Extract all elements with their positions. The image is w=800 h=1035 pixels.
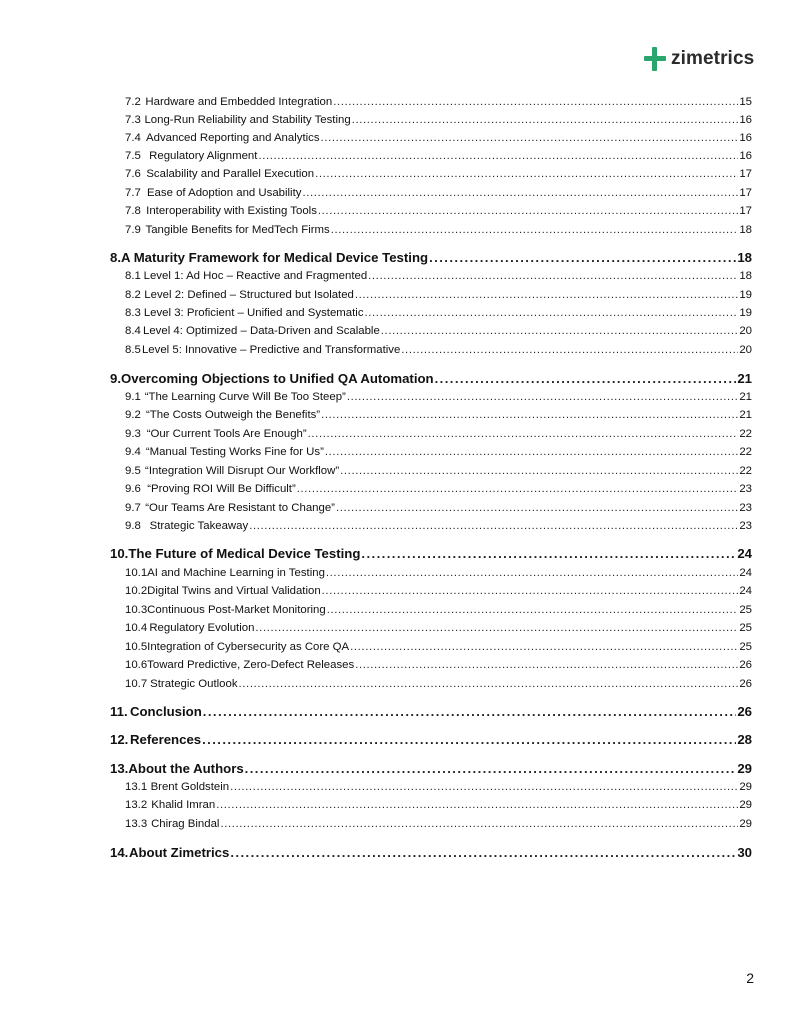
toc-section-title: Overcoming Objections to Unified QA Automation xyxy=(121,371,434,386)
toc-entry-number: 10.2 xyxy=(125,585,148,597)
toc-section-page: 18 xyxy=(737,250,752,265)
toc-entry-number: 10.7 xyxy=(125,678,148,690)
toc-entry-title: Brent Goldstein xyxy=(150,781,230,793)
toc-entry-title: Chirag Bindal xyxy=(151,818,220,830)
zimetrics-logo xyxy=(644,44,754,74)
toc-entry-page: 21 xyxy=(739,391,752,403)
toc-section-number: 8. xyxy=(110,250,121,265)
leader-dots xyxy=(326,567,738,579)
toc-entry-number: 8.3 xyxy=(125,307,141,319)
leader-dots xyxy=(230,781,738,793)
toc-section-title: About the Authors xyxy=(128,761,244,776)
toc-entry[interactable] xyxy=(110,678,752,690)
toc-section[interactable] xyxy=(110,371,752,386)
leader-dots xyxy=(203,704,737,719)
leader-dots xyxy=(350,641,738,653)
toc-entry-page: 25 xyxy=(739,641,752,653)
leader-dots xyxy=(355,659,738,671)
toc-entry-title: Regulatory Alignment xyxy=(149,150,258,162)
toc-section-title: References xyxy=(130,732,202,747)
leader-dots xyxy=(321,132,739,144)
leader-dots xyxy=(315,168,738,180)
leader-dots xyxy=(318,205,738,217)
toc-entry[interactable] xyxy=(110,224,752,236)
leader-dots xyxy=(340,465,738,477)
toc-entry[interactable] xyxy=(110,270,752,282)
toc-entry-title: “Manual Testing Works Fine for Us” xyxy=(145,446,324,458)
toc-entry-title: Scalability and Parallel Execution xyxy=(146,168,315,180)
leader-dots xyxy=(230,845,736,860)
toc-entry-number: 7.6 xyxy=(125,168,141,180)
toc-entry[interactable] xyxy=(110,659,752,671)
toc-entry-page: 18 xyxy=(739,224,752,236)
toc-section-number: 13. xyxy=(110,761,129,776)
toc-entry-number: 9.3 xyxy=(125,428,141,440)
toc-entry-title: “Our Teams Are Resistant to Change” xyxy=(145,502,335,514)
toc-entry-number: 9.5 xyxy=(125,465,141,477)
toc-entry-page: 18 xyxy=(739,270,752,282)
toc-entry-title: Long-Run Reliability and Stability Testing xyxy=(144,114,351,126)
toc-section-title: Conclusion xyxy=(129,704,202,719)
toc-entry[interactable] xyxy=(110,344,752,356)
toc-entry-page: 26 xyxy=(739,678,752,690)
toc-entry[interactable] xyxy=(110,818,752,830)
leader-dots xyxy=(327,604,739,616)
toc-section-number: 9. xyxy=(110,371,121,386)
toc-entry[interactable] xyxy=(110,502,752,514)
toc-entry-page: 22 xyxy=(739,465,752,477)
leader-dots xyxy=(401,344,738,356)
leader-dots xyxy=(361,546,736,561)
toc-entry[interactable] xyxy=(110,465,752,477)
leader-dots xyxy=(365,307,739,319)
leader-dots xyxy=(302,187,738,199)
toc-entry[interactable] xyxy=(110,289,752,301)
leader-dots xyxy=(381,325,739,337)
toc-section-title: A Maturity Framework for Medical Device Testing xyxy=(121,250,429,265)
toc-entry-page: 16 xyxy=(739,132,752,144)
toc-entry-page: 17 xyxy=(739,205,752,217)
toc-section-page: 30 xyxy=(737,845,752,860)
toc-entry-number: 7.4 xyxy=(125,132,141,144)
toc-entry-title: Level 3: Proficient – Unified and Systematic xyxy=(143,307,364,319)
toc-entry-page: 24 xyxy=(739,567,752,579)
toc-entry-number: 7.3 xyxy=(125,114,141,126)
leader-dots xyxy=(239,678,739,690)
leader-dots xyxy=(355,289,738,301)
leader-dots xyxy=(333,96,738,108)
toc-entry-title: Ease of Adoption and Usability xyxy=(146,187,302,199)
toc-entry[interactable] xyxy=(110,781,752,793)
toc-entry-number: 9.4 xyxy=(125,446,141,458)
toc-entry-title: Level 2: Defined – Structured but Isolated xyxy=(144,289,354,301)
toc-entry[interactable] xyxy=(110,114,752,126)
toc-section-page: 21 xyxy=(737,371,752,386)
toc-entry-number: 13.2 xyxy=(125,799,148,811)
toc-entry-page: 19 xyxy=(739,307,752,319)
toc-entry-number: 7.5 xyxy=(125,150,141,162)
leader-dots xyxy=(435,371,737,386)
toc-entry-page: 25 xyxy=(739,622,752,634)
toc-entry-page: 23 xyxy=(739,502,752,514)
leader-dots xyxy=(347,391,739,403)
toc-entry[interactable] xyxy=(110,391,752,403)
toc-entry-title: Toward Predictive, Zero-Defect Releases xyxy=(147,659,355,671)
toc-section-number: 11. xyxy=(110,704,128,719)
toc-entry-page: 29 xyxy=(739,781,752,793)
leader-dots xyxy=(220,818,738,830)
toc-entry-page: 17 xyxy=(739,168,752,180)
toc-entry-page: 19 xyxy=(739,289,752,301)
toc-entry[interactable] xyxy=(110,567,752,579)
toc-section-page: 26 xyxy=(737,704,752,719)
toc-section-number: 12. xyxy=(110,732,129,747)
leader-dots xyxy=(352,114,739,126)
toc-entry-number: 10.5 xyxy=(125,641,148,653)
toc-entry[interactable] xyxy=(110,409,752,421)
toc-entry-title: Strategic Takeaway xyxy=(149,520,249,532)
leader-dots xyxy=(249,520,738,532)
toc-entry-title: Level 4: Optimized – Data-Driven and Scalable xyxy=(143,325,380,337)
toc-section[interactable] xyxy=(110,250,752,265)
toc-entry-number: 9.1 xyxy=(125,391,141,403)
toc-entry[interactable] xyxy=(110,205,752,217)
leader-dots xyxy=(321,409,738,421)
toc-entry-page: 29 xyxy=(739,799,752,811)
toc-entry-title: Tangible Benefits for MedTech Firms xyxy=(145,224,330,236)
toc-entry-number: 9.6 xyxy=(125,483,141,495)
toc-entry[interactable] xyxy=(110,307,752,319)
leader-dots xyxy=(325,446,738,458)
toc-entry-page: 23 xyxy=(739,520,752,532)
toc-entry[interactable] xyxy=(110,325,752,337)
toc-entry-number: 10.4 xyxy=(125,622,148,634)
leader-dots xyxy=(202,732,736,747)
toc-section[interactable] xyxy=(110,761,752,776)
toc-entry-page: 21 xyxy=(739,409,752,421)
toc-entry-page: 24 xyxy=(739,585,752,597)
toc-entry-number: 8.2 xyxy=(125,289,141,301)
plus-leaf-icon xyxy=(644,47,666,71)
toc-entry-number: 8.5 xyxy=(125,344,141,356)
toc-entry[interactable] xyxy=(110,132,752,144)
toc-entry-number: 8.1 xyxy=(125,270,141,282)
toc-entry-number: 8.4 xyxy=(125,325,141,337)
toc-entry-title: Hardware and Embedded Integration xyxy=(145,96,333,108)
toc-entry[interactable] xyxy=(110,799,752,811)
toc-section[interactable] xyxy=(110,546,752,561)
toc-entry-title: “Our Current Tools Are Enough” xyxy=(146,428,307,440)
toc-entry[interactable] xyxy=(110,585,752,597)
toc-entry-title: Level 1: Ad Hoc – Reactive and Fragmented xyxy=(143,270,368,282)
leader-dots xyxy=(322,585,739,597)
toc-entry-number: 13.1 xyxy=(125,781,148,793)
toc-entry[interactable] xyxy=(110,168,752,180)
toc-section-number: 14. xyxy=(110,845,129,860)
leader-dots xyxy=(216,799,738,811)
toc-entry-page: 20 xyxy=(739,325,752,337)
toc-entry[interactable] xyxy=(110,604,752,616)
toc-entry[interactable] xyxy=(110,150,752,162)
toc-entry-title: Interoperability with Existing Tools xyxy=(146,205,317,217)
toc-section[interactable] xyxy=(110,732,752,747)
toc-entry-number: 9.8 xyxy=(125,520,141,532)
toc-entry-number: 13.3 xyxy=(125,818,148,830)
toc-entry[interactable] xyxy=(110,622,752,634)
leader-dots xyxy=(258,150,738,162)
toc-entry-title: Advanced Reporting and Analytics xyxy=(146,132,320,144)
toc-section-number: 10. xyxy=(110,546,129,561)
toc-entry-number: 10.6 xyxy=(125,659,148,671)
toc-section-title: About Zimetrics xyxy=(128,845,230,860)
toc-entry[interactable] xyxy=(110,96,752,108)
toc-entry-page: 23 xyxy=(739,483,752,495)
toc-entry-title: Khalid Imran xyxy=(151,799,216,811)
toc-entry-number: 10.1 xyxy=(125,567,148,579)
toc-entry-page: 29 xyxy=(739,818,752,830)
leader-dots xyxy=(429,250,736,265)
leader-dots xyxy=(336,502,738,514)
toc-section-page: 29 xyxy=(737,761,752,776)
toc-entry-title: Continuous Post-Market Monitoring xyxy=(147,604,326,616)
toc-entry-page: 22 xyxy=(739,446,752,458)
toc-entry-page: 26 xyxy=(739,659,752,671)
toc-entry-title: Digital Twins and Virtual Validation xyxy=(147,585,321,597)
toc-entry-number: 7.8 xyxy=(125,205,141,217)
toc-section-page: 28 xyxy=(737,732,752,747)
toc-entry-title: “Integration Will Disrupt Our Workflow” xyxy=(145,465,340,477)
toc-section[interactable] xyxy=(110,845,752,860)
leader-dots xyxy=(308,428,739,440)
toc-entry-title: Strategic Outlook xyxy=(150,678,238,690)
toc-entry[interactable] xyxy=(110,187,752,199)
toc-section-page: 24 xyxy=(737,546,752,561)
toc-entry-page: 22 xyxy=(739,428,752,440)
toc-entry-title: “Proving ROI Will Be Difficult” xyxy=(147,483,296,495)
toc-entry-title: “The Learning Curve Will Be Too Steep” xyxy=(144,391,346,403)
toc-entry[interactable] xyxy=(110,446,752,458)
leader-dots xyxy=(331,224,739,236)
toc-entry[interactable] xyxy=(110,641,752,653)
toc-entry-number: 9.7 xyxy=(125,502,141,514)
toc-entry-title: AI and Machine Learning in Testing xyxy=(147,567,325,579)
toc-entry-number: 7.7 xyxy=(125,187,141,199)
toc-entry-number: 9.2 xyxy=(125,409,141,421)
toc-entry-page: 17 xyxy=(739,187,752,199)
toc-entry[interactable] xyxy=(110,428,752,440)
page-number: 2 xyxy=(746,970,754,986)
leader-dots xyxy=(255,622,738,634)
toc-entry-page: 16 xyxy=(739,114,752,126)
toc-entry-number: 10.3 xyxy=(125,604,148,616)
toc-entry[interactable] xyxy=(110,483,752,495)
toc-entry-page: 25 xyxy=(739,604,752,616)
logo-wordmark: zimetrics xyxy=(671,48,755,69)
toc-entry-page: 16 xyxy=(739,150,752,162)
leader-dots xyxy=(368,270,738,282)
toc-section[interactable] xyxy=(110,704,752,719)
toc-entry-page: 15 xyxy=(739,96,752,108)
toc-entry-title: Level 5: Innovative – Predictive and Transformative xyxy=(141,344,401,356)
toc-entry-page: 20 xyxy=(739,344,752,356)
toc-entry-title: “The Costs Outweigh the Benefits” xyxy=(146,409,321,421)
toc-entry[interactable] xyxy=(110,520,752,532)
toc-entry-number: 7.9 xyxy=(125,224,141,236)
leader-dots xyxy=(297,483,739,495)
toc-entry-title: Integration of Cybersecurity as Core QA xyxy=(147,641,350,653)
toc-entry-title: Regulatory Evolution xyxy=(149,622,255,634)
leader-dots xyxy=(245,761,737,776)
toc-entry-number: 7.2 xyxy=(125,96,141,108)
toc-section-title: The Future of Medical Device Testing xyxy=(128,546,361,561)
